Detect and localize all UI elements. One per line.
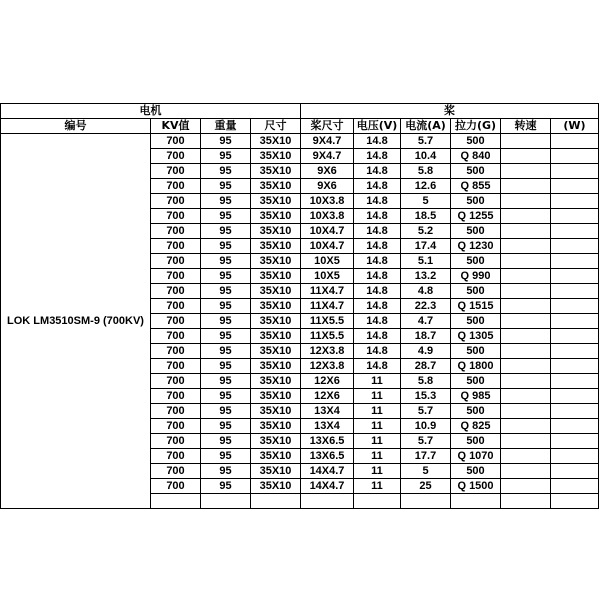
weight-cell: 95 xyxy=(201,134,251,149)
current-cell: 13.2 xyxy=(401,269,451,284)
voltage-cell: 11 xyxy=(354,479,401,494)
power-cell xyxy=(551,209,599,224)
kv-cell: 700 xyxy=(151,284,201,299)
voltage-cell: 11 xyxy=(354,464,401,479)
current-cell: 5.7 xyxy=(401,434,451,449)
rpm-cell xyxy=(501,284,551,299)
current-cell: 5.1 xyxy=(401,254,451,269)
power-cell xyxy=(551,284,599,299)
prop-size-cell: 9X4.7 xyxy=(301,134,354,149)
weight-cell: 95 xyxy=(201,284,251,299)
voltage-cell: 11 xyxy=(354,404,401,419)
prop-size-cell: 13X6.5 xyxy=(301,434,354,449)
thrust-cell: 500 xyxy=(451,254,501,269)
rpm-cell xyxy=(501,359,551,374)
rpm-cell xyxy=(501,164,551,179)
power-cell xyxy=(551,314,599,329)
thrust-cell: Q 990 xyxy=(451,269,501,284)
size-cell: 35X10 xyxy=(251,434,301,449)
size-cell: 35X10 xyxy=(251,344,301,359)
thrust-cell: Q 1255 xyxy=(451,209,501,224)
power-cell xyxy=(551,194,599,209)
prop-size-cell xyxy=(301,494,354,509)
weight-cell: 95 xyxy=(201,209,251,224)
size-cell: 35X10 xyxy=(251,449,301,464)
thrust-cell: 500 xyxy=(451,194,501,209)
voltage-cell: 14.8 xyxy=(354,134,401,149)
voltage-cell: 14.8 xyxy=(354,194,401,209)
header-rpm: 转速 xyxy=(501,119,551,134)
current-cell: 5.7 xyxy=(401,134,451,149)
weight-cell: 95 xyxy=(201,389,251,404)
voltage-cell: 14.8 xyxy=(354,299,401,314)
header-code: 编号 xyxy=(1,119,151,134)
kv-cell: 700 xyxy=(151,254,201,269)
rpm-cell xyxy=(501,239,551,254)
kv-cell: 700 xyxy=(151,149,201,164)
thrust-cell: Q 1305 xyxy=(451,329,501,344)
size-cell: 35X10 xyxy=(251,329,301,344)
header-current: 电流(A) xyxy=(401,119,451,134)
current-cell: 5.2 xyxy=(401,224,451,239)
power-cell xyxy=(551,404,599,419)
voltage-cell: 11 xyxy=(354,419,401,434)
power-cell xyxy=(551,494,599,509)
rpm-cell xyxy=(501,254,551,269)
kv-cell: 700 xyxy=(151,224,201,239)
weight-cell: 95 xyxy=(201,419,251,434)
rpm-cell xyxy=(501,224,551,239)
rpm-cell xyxy=(501,494,551,509)
kv-cell: 700 xyxy=(151,209,201,224)
kv-cell: 700 xyxy=(151,329,201,344)
voltage-cell: 11 xyxy=(354,374,401,389)
motor-group-header: 电机 xyxy=(1,104,301,119)
kv-cell: 700 xyxy=(151,239,201,254)
header-voltage: 电压(V) xyxy=(354,119,401,134)
rpm-cell xyxy=(501,269,551,284)
voltage-cell: 14.8 xyxy=(354,209,401,224)
header-power: (W) xyxy=(551,119,599,134)
rpm-cell xyxy=(501,329,551,344)
size-cell: 35X10 xyxy=(251,479,301,494)
current-cell: 10.9 xyxy=(401,419,451,434)
voltage-cell: 11 xyxy=(354,389,401,404)
size-cell: 35X10 xyxy=(251,194,301,209)
power-cell xyxy=(551,419,599,434)
prop-group-header: 桨 xyxy=(301,104,599,119)
power-cell xyxy=(551,299,599,314)
thrust-cell: 500 xyxy=(451,464,501,479)
kv-cell xyxy=(151,494,201,509)
thrust-cell: 500 xyxy=(451,134,501,149)
kv-cell: 700 xyxy=(151,359,201,374)
prop-size-cell: 9X6 xyxy=(301,179,354,194)
prop-size-cell: 11X5.5 xyxy=(301,314,354,329)
thrust-cell: 500 xyxy=(451,164,501,179)
thrust-cell: 500 xyxy=(451,314,501,329)
rpm-cell xyxy=(501,314,551,329)
current-cell: 18.5 xyxy=(401,209,451,224)
prop-size-cell: 13X4 xyxy=(301,404,354,419)
column-header-row xyxy=(1,119,599,134)
current-cell: 5 xyxy=(401,464,451,479)
rpm-cell xyxy=(501,209,551,224)
kv-cell: 700 xyxy=(151,404,201,419)
prop-size-cell: 10X4.7 xyxy=(301,224,354,239)
size-cell: 35X10 xyxy=(251,299,301,314)
voltage-cell: 14.8 xyxy=(354,179,401,194)
model-name-cell: LOK LM3510SM-9 (700KV) xyxy=(1,134,151,509)
weight-cell: 95 xyxy=(201,404,251,419)
kv-cell: 700 xyxy=(151,314,201,329)
size-cell: 35X10 xyxy=(251,134,301,149)
weight-cell: 95 xyxy=(201,194,251,209)
current-cell xyxy=(401,494,451,509)
power-cell xyxy=(551,329,599,344)
prop-size-cell: 13X6.5 xyxy=(301,449,354,464)
prop-size-cell: 11X5.5 xyxy=(301,329,354,344)
current-cell: 17.4 xyxy=(401,239,451,254)
voltage-cell: 11 xyxy=(354,434,401,449)
power-cell xyxy=(551,359,599,374)
kv-cell: 700 xyxy=(151,464,201,479)
thrust-cell: Q 1800 xyxy=(451,359,501,374)
kv-cell: 700 xyxy=(151,434,201,449)
rpm-cell xyxy=(501,449,551,464)
kv-cell: 700 xyxy=(151,449,201,464)
group-header-row xyxy=(1,104,599,119)
current-cell: 4.9 xyxy=(401,344,451,359)
kv-cell: 700 xyxy=(151,479,201,494)
size-cell: 35X10 xyxy=(251,269,301,284)
power-cell xyxy=(551,449,599,464)
header-thrust: 拉力(G) xyxy=(451,119,501,134)
prop-size-cell: 12X6 xyxy=(301,389,354,404)
thrust-cell: Q 985 xyxy=(451,389,501,404)
size-cell: 35X10 xyxy=(251,239,301,254)
kv-cell: 700 xyxy=(151,134,201,149)
power-cell xyxy=(551,179,599,194)
rpm-cell xyxy=(501,194,551,209)
weight-cell: 95 xyxy=(201,239,251,254)
rpm-cell xyxy=(501,464,551,479)
size-cell: 35X10 xyxy=(251,284,301,299)
weight-cell: 95 xyxy=(201,464,251,479)
current-cell: 5.8 xyxy=(401,164,451,179)
table-row xyxy=(1,134,599,149)
size-cell: 35X10 xyxy=(251,464,301,479)
current-cell: 4.7 xyxy=(401,314,451,329)
prop-size-cell: 10X4.7 xyxy=(301,239,354,254)
current-cell: 5.7 xyxy=(401,404,451,419)
prop-size-cell: 13X4 xyxy=(301,419,354,434)
thrust-cell: Q 825 xyxy=(451,419,501,434)
thrust-cell: Q 855 xyxy=(451,179,501,194)
weight-cell: 95 xyxy=(201,374,251,389)
rpm-cell xyxy=(501,149,551,164)
thrust-cell: 500 xyxy=(451,224,501,239)
current-cell: 10.4 xyxy=(401,149,451,164)
voltage-cell: 14.8 xyxy=(354,164,401,179)
power-cell xyxy=(551,344,599,359)
prop-size-cell: 10X3.8 xyxy=(301,194,354,209)
kv-cell: 700 xyxy=(151,269,201,284)
current-cell: 12.6 xyxy=(401,179,451,194)
prop-size-cell: 10X3.8 xyxy=(301,209,354,224)
thrust-cell: Q 1230 xyxy=(451,239,501,254)
prop-size-cell: 9X4.7 xyxy=(301,149,354,164)
power-cell xyxy=(551,479,599,494)
power-cell xyxy=(551,434,599,449)
rpm-cell xyxy=(501,389,551,404)
power-cell xyxy=(551,149,599,164)
current-cell: 15.3 xyxy=(401,389,451,404)
size-cell: 35X10 xyxy=(251,404,301,419)
rpm-cell xyxy=(501,344,551,359)
voltage-cell xyxy=(354,494,401,509)
weight-cell: 95 xyxy=(201,329,251,344)
rpm-cell xyxy=(501,404,551,419)
weight-cell: 95 xyxy=(201,149,251,164)
size-cell: 35X10 xyxy=(251,359,301,374)
header-weight: 重量 xyxy=(201,119,251,134)
size-cell: 35X10 xyxy=(251,209,301,224)
header-kv: KV值 xyxy=(151,119,201,134)
rpm-cell xyxy=(501,134,551,149)
kv-cell: 700 xyxy=(151,164,201,179)
prop-size-cell: 11X4.7 xyxy=(301,299,354,314)
voltage-cell: 14.8 xyxy=(354,344,401,359)
size-cell: 35X10 xyxy=(251,419,301,434)
kv-cell: 700 xyxy=(151,389,201,404)
voltage-cell: 14.8 xyxy=(354,239,401,254)
rpm-cell xyxy=(501,179,551,194)
rpm-cell xyxy=(501,299,551,314)
weight-cell: 95 xyxy=(201,164,251,179)
rpm-cell xyxy=(501,419,551,434)
weight-cell: 95 xyxy=(201,344,251,359)
thrust-cell: Q 1515 xyxy=(451,299,501,314)
weight-cell: 95 xyxy=(201,314,251,329)
prop-size-cell: 14X4.7 xyxy=(301,479,354,494)
weight-cell: 95 xyxy=(201,254,251,269)
current-cell: 18.7 xyxy=(401,329,451,344)
prop-size-cell: 11X4.7 xyxy=(301,284,354,299)
kv-cell: 700 xyxy=(151,179,201,194)
thrust-cell: 500 xyxy=(451,374,501,389)
spec-table-body xyxy=(1,104,599,509)
rpm-cell xyxy=(501,434,551,449)
voltage-cell: 14.8 xyxy=(354,224,401,239)
prop-size-cell: 12X6 xyxy=(301,374,354,389)
kv-cell: 700 xyxy=(151,374,201,389)
power-cell xyxy=(551,464,599,479)
thrust-cell: Q 840 xyxy=(451,149,501,164)
prop-size-cell: 9X6 xyxy=(301,164,354,179)
weight-cell: 95 xyxy=(201,434,251,449)
weight-cell: 95 xyxy=(201,449,251,464)
rpm-cell xyxy=(501,374,551,389)
kv-cell: 700 xyxy=(151,299,201,314)
current-cell: 22.3 xyxy=(401,299,451,314)
thrust-cell: 500 xyxy=(451,344,501,359)
header-prop-size: 桨尺寸 xyxy=(301,119,354,134)
header-size: 尺寸 xyxy=(251,119,301,134)
thrust-cell xyxy=(451,494,501,509)
voltage-cell: 14.8 xyxy=(354,359,401,374)
power-cell xyxy=(551,134,599,149)
weight-cell: 95 xyxy=(201,269,251,284)
size-cell: 35X10 xyxy=(251,149,301,164)
size-cell: 35X10 xyxy=(251,164,301,179)
power-cell xyxy=(551,389,599,404)
weight-cell: 95 xyxy=(201,179,251,194)
voltage-cell: 14.8 xyxy=(354,284,401,299)
thrust-cell: 500 xyxy=(451,404,501,419)
prop-size-cell: 10X5 xyxy=(301,254,354,269)
weight-cell: 95 xyxy=(201,479,251,494)
power-cell xyxy=(551,254,599,269)
current-cell: 5 xyxy=(401,194,451,209)
weight-cell: 95 xyxy=(201,359,251,374)
weight-cell xyxy=(201,494,251,509)
spec-table xyxy=(0,103,599,509)
voltage-cell: 14.8 xyxy=(354,254,401,269)
thrust-cell: Q 1070 xyxy=(451,449,501,464)
voltage-cell: 14.8 xyxy=(354,314,401,329)
size-cell: 35X10 xyxy=(251,314,301,329)
prop-size-cell: 12X3.8 xyxy=(301,344,354,359)
thrust-cell: Q 1500 xyxy=(451,479,501,494)
prop-size-cell: 10X5 xyxy=(301,269,354,284)
kv-cell: 700 xyxy=(151,344,201,359)
power-cell xyxy=(551,224,599,239)
power-cell xyxy=(551,374,599,389)
current-cell: 4.8 xyxy=(401,284,451,299)
power-cell xyxy=(551,269,599,284)
current-cell: 17.7 xyxy=(401,449,451,464)
current-cell: 5.8 xyxy=(401,374,451,389)
voltage-cell: 14.8 xyxy=(354,149,401,164)
voltage-cell: 11 xyxy=(354,449,401,464)
size-cell: 35X10 xyxy=(251,374,301,389)
size-cell xyxy=(251,494,301,509)
weight-cell: 95 xyxy=(201,224,251,239)
current-cell: 25 xyxy=(401,479,451,494)
kv-cell: 700 xyxy=(151,419,201,434)
rpm-cell xyxy=(501,479,551,494)
power-cell xyxy=(551,239,599,254)
size-cell: 35X10 xyxy=(251,224,301,239)
prop-size-cell: 12X3.8 xyxy=(301,359,354,374)
current-cell: 28.7 xyxy=(401,359,451,374)
voltage-cell: 14.8 xyxy=(354,269,401,284)
weight-cell: 95 xyxy=(201,299,251,314)
size-cell: 35X10 xyxy=(251,389,301,404)
thrust-cell: 500 xyxy=(451,434,501,449)
thrust-cell: 500 xyxy=(451,284,501,299)
voltage-cell: 14.8 xyxy=(354,329,401,344)
kv-cell: 700 xyxy=(151,194,201,209)
prop-size-cell: 14X4.7 xyxy=(301,464,354,479)
size-cell: 35X10 xyxy=(251,254,301,269)
power-cell xyxy=(551,164,599,179)
size-cell: 35X10 xyxy=(251,179,301,194)
